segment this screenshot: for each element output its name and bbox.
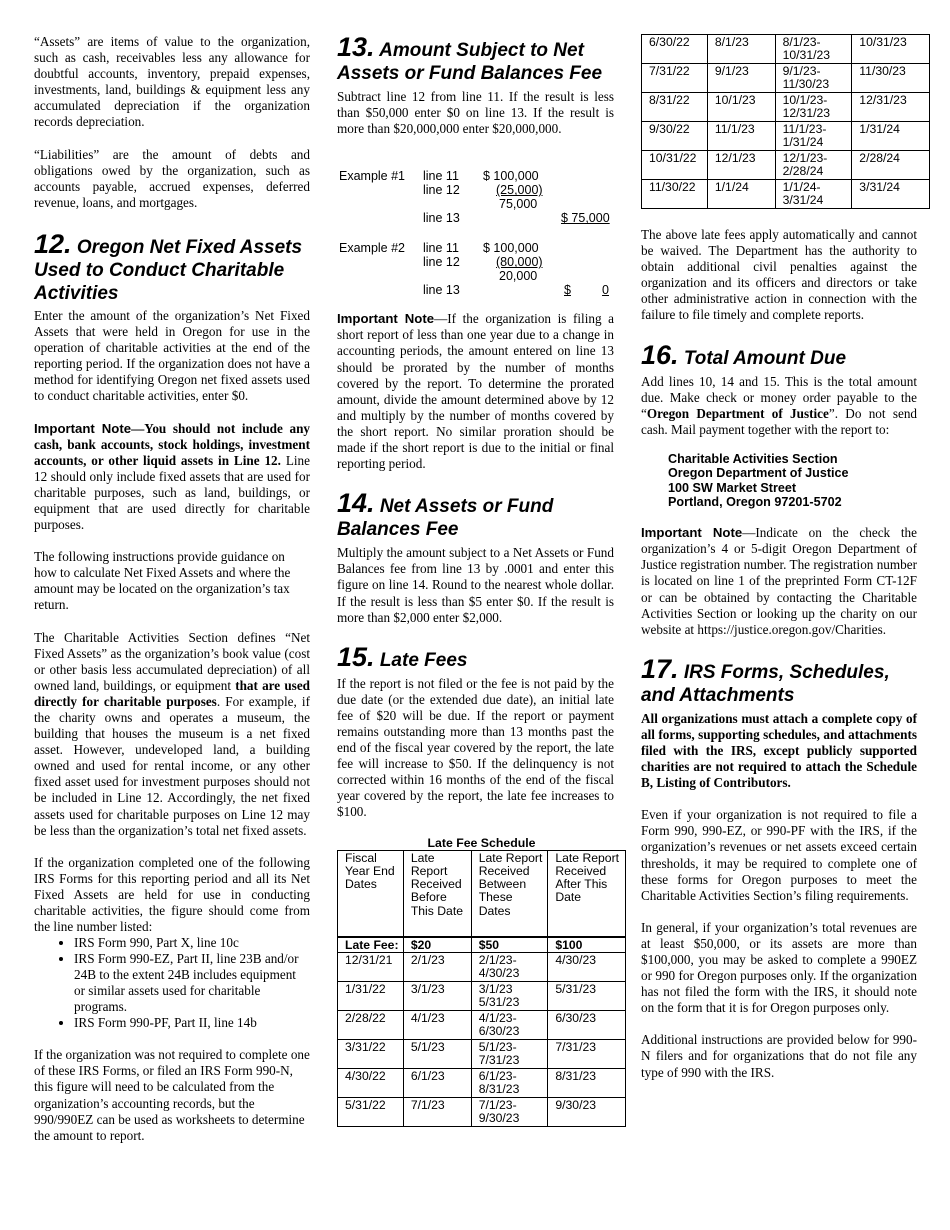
section-17-paragraph-3: In general, if your organization’s total revenues are at least $50,000, or its assets are more than $100,000, you may be asked to complete a 990EZ or 990 for Oregon purposes only. If the organization has not filed the form with the IRS, it should note on the form that it is for Oregon purposes only. — [641, 919, 917, 1016]
example-1-subtotal: 75,000 — [499, 197, 538, 212]
section-15-heading — [337, 641, 614, 672]
table-cell: 6/1/23- 8/31/23 — [471, 1068, 548, 1097]
table-cell: 4/30/22 — [338, 1068, 404, 1097]
table-cell: 4/30/23 — [548, 952, 626, 981]
mailing-address — [641, 452, 917, 509]
table-row — [338, 1097, 626, 1126]
table-cell: 7/1/23 — [403, 1097, 471, 1126]
example-1-line-12-label: line 12 — [423, 183, 460, 198]
example-2-total-value: 0 — [602, 283, 609, 298]
section-16-important-note — [641, 525, 917, 638]
example-1-line-11-value: $ 100,000 — [483, 169, 539, 184]
paragraph-4-part-a: The Charitable Activities Section defines “Net Fixed Assets” as the organization’s book value (cost or other basis less accumulated depreciation) of all owned land, buildings, or equipment — [34, 629, 310, 693]
section-17-heading — [641, 653, 917, 707]
table-cell: 8/31/23 — [548, 1068, 626, 1097]
table-row — [642, 180, 930, 209]
section-16-number: 16. — [641, 339, 679, 370]
late-fee-table-continued — [641, 34, 930, 209]
table-cell: 3/31/22 — [338, 1039, 404, 1068]
section-15-title: Late Fees — [379, 649, 468, 671]
table-row — [338, 981, 626, 1010]
table-cell: 3/31/24 — [852, 180, 930, 209]
table-row — [642, 93, 930, 122]
table-cell: 10/31/23 — [852, 35, 930, 64]
table-cell: 8/1/23 — [707, 35, 775, 64]
section-14-heading — [337, 488, 614, 541]
table-cell: 10/1/23 — [707, 93, 775, 122]
section-12-paragraph-5: If the organization completed one of the following IRS Forms for this reporting period and all its Net Fixed Assets are held for use in conducting charitable activities, the figure should come from the line number listed: — [34, 854, 310, 935]
table-cell: 2/28/22 — [338, 1010, 404, 1039]
table-cell: 9/1/23- 11/30/23 — [775, 64, 852, 93]
table-cell: 5/31/22 — [338, 1097, 404, 1126]
late-fee-table — [337, 850, 626, 1127]
section-12-paragraph-1: Enter the amount of the organization’s Net Fixed Assets that were held in Oregon for use in the operation of charitable activities at the end of the reporting period. If the organization does not have a method for identifying Oregon net fixed assets used to conduct charitable activities, enter $0. — [34, 307, 310, 404]
important-note-label: Important Note — [34, 420, 132, 436]
table-cell: 2/1/23- 4/30/23 — [471, 952, 548, 981]
table-cell: 9/1/23 — [707, 64, 775, 93]
column-middle — [337, 32, 620, 1127]
section-14-title: Net Assets or Fund Balances Fee — [337, 496, 554, 541]
section-17-number: 17. — [641, 653, 679, 684]
table-header-cell: Late Report Received Before This Date — [403, 850, 471, 937]
table-cell: 12/1/23- 2/28/24 — [775, 151, 852, 180]
table-row — [642, 64, 930, 93]
table-cell: 8/1/23- 10/31/23 — [775, 35, 852, 64]
table-fee-cell: $50 — [471, 937, 548, 953]
section-13-number: 13. — [337, 32, 375, 62]
section-12-paragraph-6: If the organization was not required to complete one of these IRS Forms, or filed an IRS Form 990-N, this figure will need to be calculated from the organization’s accounting records, but the 990/990EZ can be used as worksheets to determine the amount to report. — [34, 1047, 310, 1143]
column-right — [641, 34, 917, 1081]
table-cell: 12/31/23 — [852, 93, 930, 122]
table-cell: 11/30/23 — [852, 64, 930, 93]
section-16-title: Total Amount Due — [683, 347, 847, 369]
table-cell: 1/1/24- 3/31/24 — [775, 180, 852, 209]
important-note-text: —Indicate on the check the organization’s 4 or 5-digit Oregon Department of Justice registration number. The registration number is located on line 1 of the preprinted Form CT-12F or can be obtained by contacting the Charitable Activities Section or looking up the charity on our website at https://justice.oregon.gov/Charities. — [641, 525, 917, 637]
section-12-paragraph-4 — [34, 630, 310, 839]
address-line: 100 SW Market Street — [668, 480, 797, 495]
example-1-line-12-value: (25,000) — [496, 183, 543, 198]
address-line: Portland, Oregon 97201-5702 — [668, 494, 842, 509]
section-14-paragraph-1: Multiply the amount subject to a Net Assets or Fund Balances fee from line 13 by .0001 and enter this figure on line 14. Round to the nearest whole dollar. If the result is less than $5 enter $0. If the result is more than $2,000 enter $2,000. — [337, 545, 614, 625]
table-row — [642, 151, 930, 180]
example-2-line-12-label: line 12 — [423, 255, 460, 270]
table-header-cell: Late Report Received After This Date — [548, 850, 626, 937]
list-item: • IRS Form 990-PF, Part II, line 14b — [74, 1015, 310, 1031]
section-16-payee: Oregon Department of Justice — [646, 405, 829, 421]
important-note-label: Important Note — [641, 525, 743, 541]
example-1-line-13-value: $ 75,000 — [561, 211, 610, 226]
section-17-paragraph-1: All organizations must attach a complete copy of all forms, supporting schedules, and attachments filed with the IRS, except publicly supported charities are not required to attach the Schedule B, Listing of Contributors. — [641, 710, 917, 791]
table-fee-cell: Late Fee: — [338, 937, 404, 953]
important-note-label: Important Note — [337, 311, 435, 327]
table-row — [338, 1010, 626, 1039]
section-15-number: 15. — [337, 641, 375, 672]
example-2-line-12-value: (80,000) — [496, 255, 543, 270]
section-17-paragraph-2: Even if your organization is not required to file a Form 990, 990-EZ, or 990-PF with the IRS, if the organization’s revenues or net assets exceed certain thresholds, it may be required to complete one of these forms for Oregon purposes to meet the Charitable Activities Section’s filing requirements. — [641, 807, 917, 903]
paragraph-4-bold: that are used directly for charitable purposes — [34, 677, 311, 709]
address-line: Charitable Activities Section — [668, 451, 838, 466]
paragraph-4-part-c: . For example, if the charity owns and operates a museum, the building that houses the museum is a net fixed asset. However, undeveloped land, a building owned and used for rental income, or any other fixed asset used for investment purposes should not be included in Line 12. Accordingly, the net fixed assets used for charitable purposes on Line 12 may be less than the organization’s total net fixed assets. — [34, 693, 310, 838]
liabilities-definition: “Liabilities” are the amount of debts and obligations owed by the organization, such as accounts payable, accrued expenses, deferred revenue, loans, and mortgages. — [34, 146, 310, 210]
table-row — [642, 35, 930, 64]
section-16-heading — [641, 339, 917, 370]
example-1-line-13-label: line 13 — [423, 211, 460, 226]
late-fee-paragraph: The above late fees apply automatically and cannot be waived. The Department has the authority to obtain additional civil penalties against the organization and its officers and directors or take other administrative action in connection with the failure to file timely and complete reports. — [641, 227, 917, 323]
section-13-heading — [337, 32, 614, 85]
table-cell: 9/30/22 — [642, 122, 708, 151]
irs-forms-list — [34, 935, 310, 1031]
section-12-heading — [34, 228, 310, 305]
table-fee-cell: $20 — [403, 937, 471, 953]
section-12-paragraph-3: The following instructions provide guidance on how to calculate Net Fixed Assets and where the amount may be located on the organization’s tax return. — [34, 549, 291, 613]
section-12-title: Oregon Net Fixed Assets Used to Conduct Charitable Activities — [34, 236, 303, 304]
example-2-line-11-label: line 11 — [423, 241, 459, 256]
important-note-bold-text: —You should not include any cash, bank accounts, stock holdings, investment accounts, or other liquid assets in Line 12. — [34, 420, 310, 468]
example-2-line-13-value — [564, 283, 609, 297]
section-14-number: 14. — [337, 488, 375, 519]
section-13-important-note — [337, 311, 614, 472]
example-2-subtotal: 20,000 — [499, 269, 538, 284]
example-1-label: Example #1 — [339, 169, 406, 184]
example-2-line-11-value: $ 100,000 — [483, 241, 539, 256]
example-2-label: Example #2 — [339, 241, 406, 256]
section-16-text-a: Add lines 10, 14 and 15. This is the total amount due. Make check or money order payable to the “ — [641, 373, 917, 421]
table-cell: 3/1/23 5/31/23 — [471, 981, 548, 1010]
table-cell: 5/31/23 — [548, 981, 626, 1010]
table-cell: 4/1/23- 6/30/23 — [471, 1010, 548, 1039]
table-cell: 5/1/23 — [403, 1039, 471, 1068]
section-16-paragraph-1 — [641, 374, 917, 438]
table-cell: 5/1/23- 7/31/23 — [471, 1039, 548, 1068]
table-cell: 1/31/24 — [852, 122, 930, 151]
section-15-paragraph-1: If the report is not filed or the fee is not paid by the due date (or the extended due date), an initial late fee of $20 will be due. If the report or payment remains outstanding more than 13 months past the end of the fiscal year covered by the report, the late fee will increase to $50. If the delinquency is not corrected within 16 months of the end of the fiscal year covered by the report, the late fee increases to $100. — [337, 675, 614, 820]
table-fee-row — [338, 937, 626, 953]
table-cell: 7/31/22 — [642, 64, 708, 93]
table-cell: 6/1/23 — [403, 1068, 471, 1097]
table-cell: 2/1/23 — [403, 952, 471, 981]
table-cell: 7/1/23- 9/30/23 — [471, 1097, 548, 1126]
table-cell: 10/31/22 — [642, 151, 708, 180]
list-item: • IRS Form 990-EZ, Part II, line 23B and/or 24B to the extent 24B includes equipment or similar assets used for charitable programs. — [74, 951, 310, 1015]
table-cell: 11/30/22 — [642, 180, 708, 209]
table-header-cell: Late Report Received Between These Dates — [471, 850, 548, 937]
table-row — [338, 952, 626, 981]
section-16-text-c: ”. Do not send cash. Mail payment together with the report to: — [641, 405, 918, 437]
example-2 — [337, 239, 614, 299]
section-13-title: Amount Subject to Net Assets or Fund Balances Fee — [337, 40, 603, 84]
section-13-paragraph-1: Subtract line 12 from line 11. If the result is less than $50,000 enter $0 on line 13. If the result is more than $20,000,000 enter $20,000,000. — [337, 89, 614, 137]
table-header-cell: Fiscal Year End Dates — [338, 850, 404, 937]
late-fee-table-caption: Late Fee Schedule — [427, 835, 536, 850]
example-1-line-11-label: line 11 — [423, 169, 459, 184]
assets-definition: “Assets” are items of value to the organization, such as cash, receivables less any allowance for doubtful accounts, inventory, prepaid expenses, investments, land, buildings & equipment less any accumulated depreciation if the organization records depreciation. — [34, 34, 310, 130]
column-left — [34, 34, 310, 1144]
table-row — [642, 122, 930, 151]
table-cell: 8/31/22 — [642, 93, 708, 122]
section-12-important-note — [34, 421, 310, 534]
section-12-number: 12. — [34, 228, 72, 259]
table-cell: 1/31/22 — [338, 981, 404, 1010]
example-2-line-13-label: line 13 — [423, 283, 460, 298]
table-cell: 11/1/23 — [707, 122, 775, 151]
table-fee-cell: $100 — [548, 937, 626, 953]
table-cell: 12/1/23 — [707, 151, 775, 180]
table-row — [338, 1068, 626, 1097]
address-line: Oregon Department of Justice — [668, 466, 849, 481]
important-note-text: Line 12 should only include fixed assets that are used for charitable purposes, such as land, buildings, or equipment that are used directly for charitable purposes. — [34, 452, 310, 533]
table-cell: 7/31/23 — [548, 1039, 626, 1068]
example-1 — [337, 167, 614, 227]
table-row — [338, 1039, 626, 1068]
table-cell: 2/28/24 — [852, 151, 930, 180]
example-2-total-symbol: $ — [564, 283, 571, 298]
table-cell: 6/30/22 — [642, 35, 708, 64]
section-17-paragraph-4: Additional instructions are provided below for 990-N filers and for organizations that do not file any type of 990 with the IRS. — [641, 1032, 917, 1080]
important-note-text: —If the organization is filing a short report of less than one year due to a change in accounting periods, the amount entered on line 13 should be prorated by the number of months covered by the report. To determine the prorated amount, divide the amount determined above by 12 and multiply by the number of months covered by the short report. No similar proration should be made if the short report is due to the initial or final reporting period. — [337, 311, 614, 472]
table-header-row — [338, 850, 626, 937]
table-cell: 12/31/21 — [338, 952, 404, 981]
table-cell: 1/1/24 — [707, 180, 775, 209]
table-cell: 11/1/23- 1/31/24 — [775, 122, 852, 151]
list-item: • IRS Form 990, Part X, line 10c — [74, 935, 310, 951]
table-cell: 3/1/23 — [403, 981, 471, 1010]
table-cell: 6/30/23 — [548, 1010, 626, 1039]
table-cell: 9/30/23 — [548, 1097, 626, 1126]
table-cell: 4/1/23 — [403, 1010, 471, 1039]
table-cell: 10/1/23- 12/31/23 — [775, 93, 852, 122]
section-17-title: IRS Forms, Schedules, and Attachments — [641, 661, 890, 706]
